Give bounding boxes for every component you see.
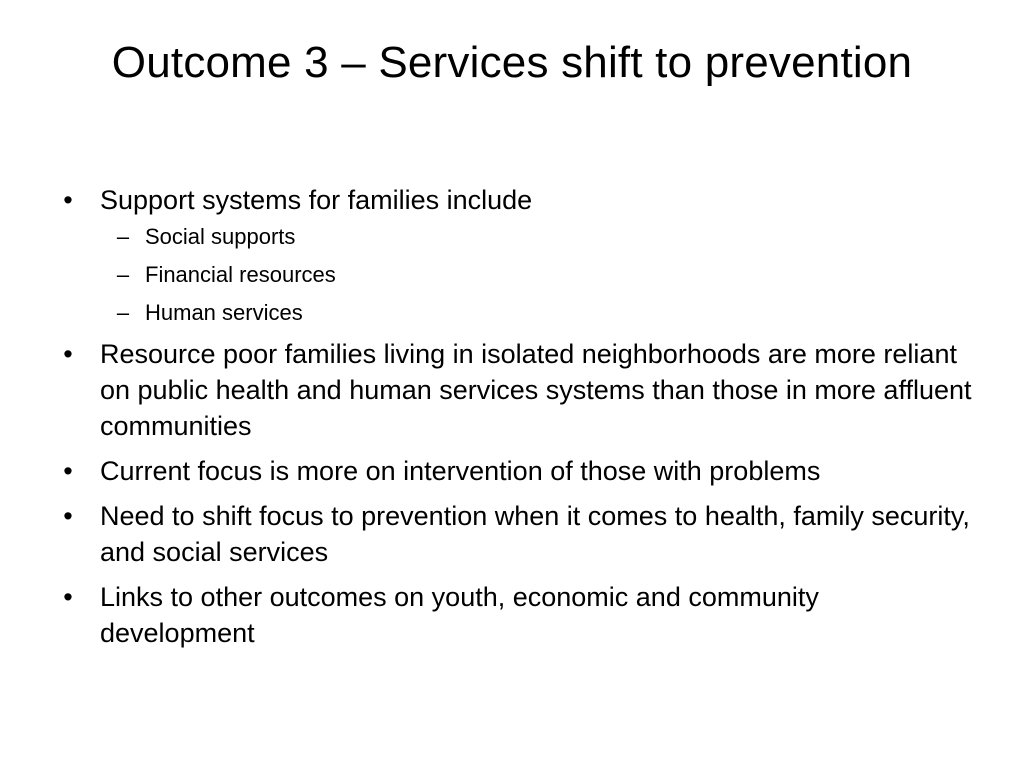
bullet-text: Current focus is more on intervention of those with problems — [100, 456, 821, 486]
bullet-text: Links to other outcomes on youth, economic and community development — [100, 582, 819, 648]
subbullet-text: Human services — [145, 300, 303, 325]
bullet-icon: • — [63, 185, 73, 215]
dash-icon: – — [116, 262, 130, 287]
subbullet-list — [114, 222, 978, 327]
bullet-text: Support systems for families include — [100, 185, 533, 215]
subbullet-item-human-services — [114, 298, 978, 327]
bullet-item-support-systems — [58, 182, 978, 327]
bullet-icon: • — [63, 339, 73, 369]
bullet-icon: • — [63, 456, 73, 486]
bullet-item-current-focus — [58, 453, 978, 489]
bullet-item-links-other-outcomes — [58, 579, 978, 651]
subbullet-item-social-supports — [114, 222, 978, 251]
subbullet-text: Financial resources — [145, 262, 336, 287]
dash-icon: – — [116, 300, 130, 325]
bullet-item-shift-focus — [58, 498, 978, 570]
bullet-icon: • — [63, 501, 73, 531]
slide-title: Outcome 3 – Services shift to prevention — [111, 38, 913, 87]
dash-icon: – — [116, 224, 130, 249]
bullet-text: Resource poor families living in isolated neighborhoods are more reliant on public health and human services systems than those in more affluent communities — [100, 339, 972, 441]
bullet-icon: • — [63, 582, 73, 612]
bullet-item-resource-poor-families — [58, 336, 978, 444]
subbullet-text: Social supports — [145, 224, 296, 249]
subbullet-item-financial-resources — [114, 260, 978, 289]
bullet-list — [58, 182, 978, 660]
bullet-text: Need to shift focus to prevention when it comes to health, family security, and social services — [100, 501, 970, 567]
